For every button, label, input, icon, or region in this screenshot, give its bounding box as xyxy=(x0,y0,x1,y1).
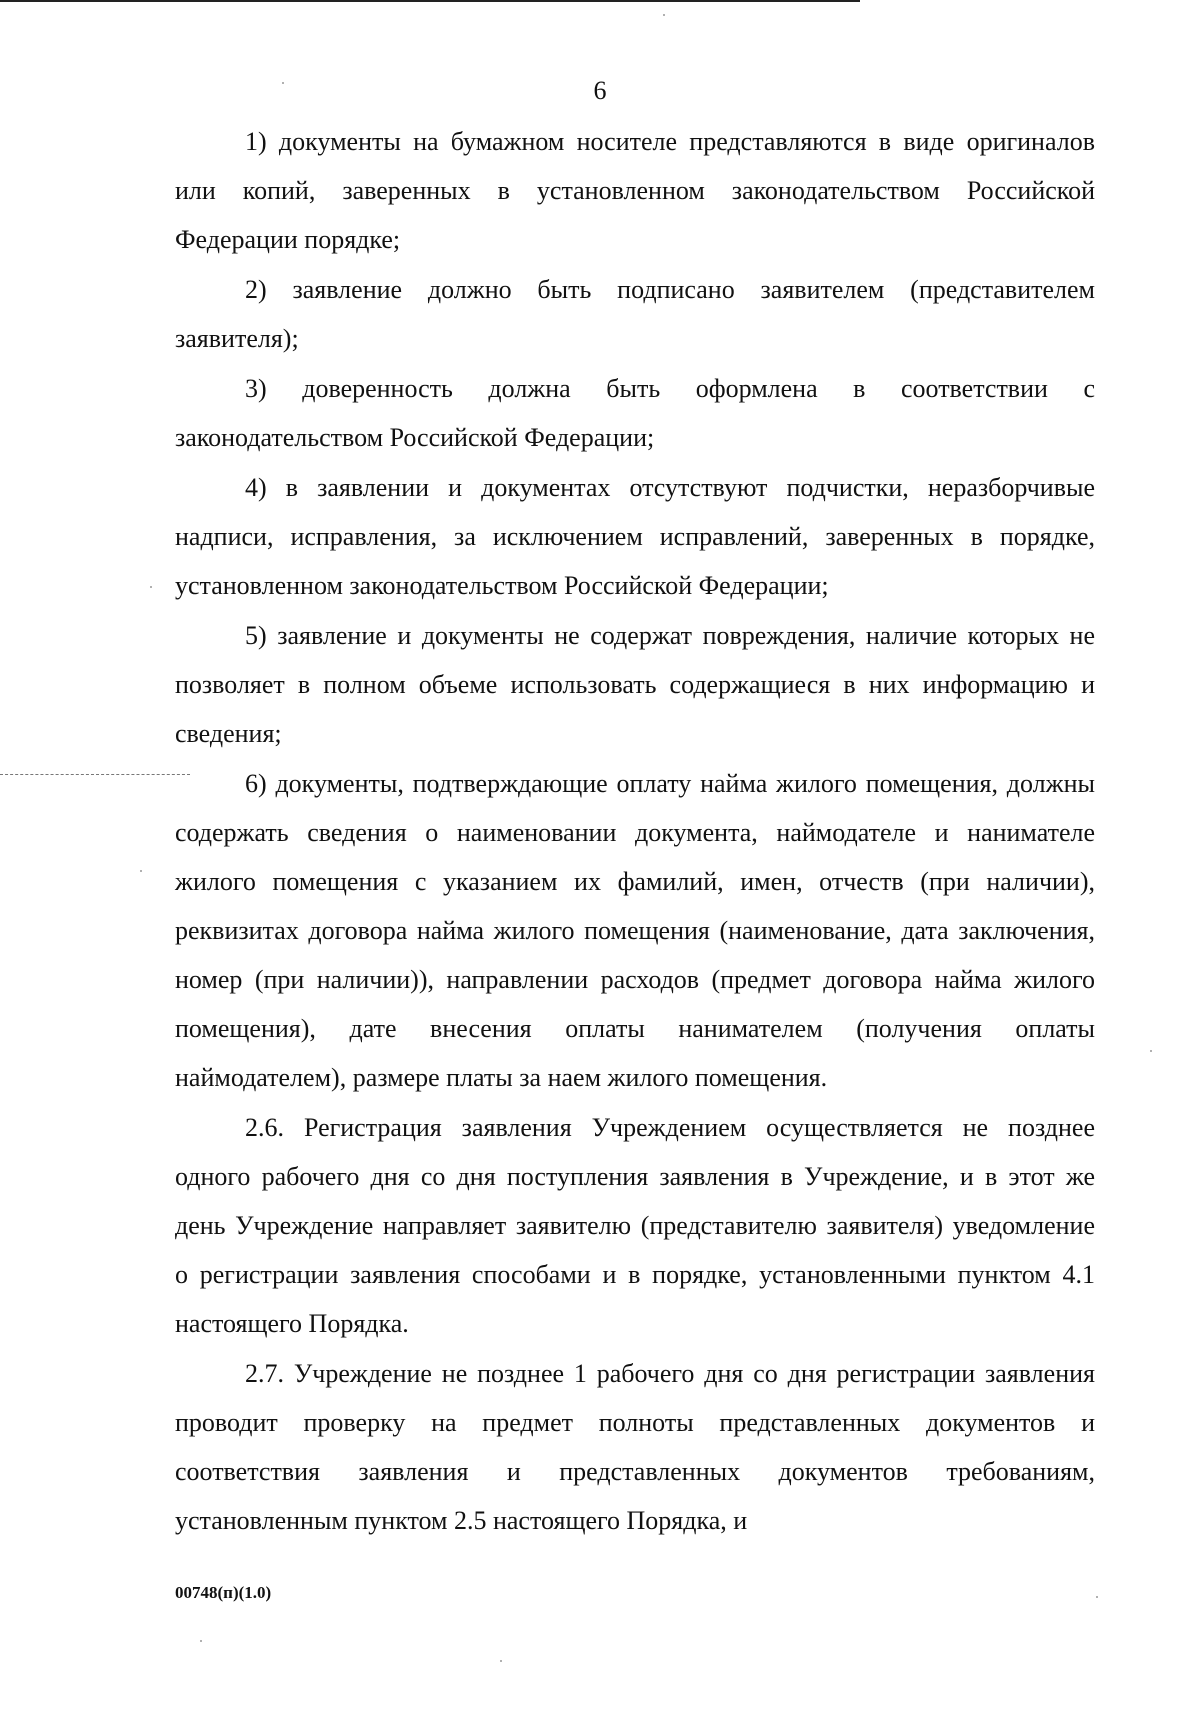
page-number: 6 xyxy=(593,76,607,105)
scan-artifact-dashes xyxy=(0,774,190,775)
scan-speck xyxy=(140,870,142,872)
paragraph-item-3: 3) доверенность должна быть оформлена в соответствии с законодательством Российской Федерации; xyxy=(175,374,1095,452)
paragraph-2-6: 2.6. Регистрация заявления Учреждением осуществляется не позднее одного рабочего дня со дня поступления заявления в Учреждение, и в этот же день Учреждение направляет заявителю (представителю заявителя) уведомление о регистрации заявления способами и в порядке, установленными пунктом 4.1 настоящего Порядка. xyxy=(175,1113,1095,1338)
scan-speck xyxy=(150,586,152,588)
scan-speck xyxy=(663,14,665,16)
scan-speck xyxy=(200,1640,202,1642)
scan-speck xyxy=(1150,1050,1152,1052)
document-code: 00748(п)(1.0) xyxy=(175,1583,272,1602)
scan-speck xyxy=(500,1660,502,1662)
paragraph-item-1: 1) документы на бумажном носителе представляются в виде оригиналов или копий, заверенных в установленном законодательством Российской Федерации порядке; xyxy=(175,127,1095,254)
scan-speck xyxy=(1096,1596,1098,1598)
paragraph-item-6: 6) документы, подтверждающие оплату найма жилого помещения, должны содержать сведения о наименовании документа, наймодателе и нанимателе жилого помещения с указанием их фамилий, имен, отчеств (при наличии), реквизитах договора найма жилого помещения (наименование, дата заключения, номер (при наличии)), направлении расходов (предмет договора найма жилого помещения), дате внесения оплаты нанимателем (получения оплаты наймодателем), размере платы за наем жилого помещения. xyxy=(175,769,1095,1092)
paragraph-item-4: 4) в заявлении и документах отсутствуют подчистки, неразборчивые надписи, исправления, за исключением исправлений, заверенных в порядке, установленном законодательством Российской Федерации; xyxy=(175,473,1095,600)
paragraph-2-7: 2.7. Учреждение не позднее 1 рабочего дня со дня регистрации заявления проводит проверку на предмет полноты представленных документов и соответствия заявления и представленных документов требованиям, установленным пунктом 2.5 настоящего Порядка, и xyxy=(175,1359,1095,1535)
scan-edge-line xyxy=(0,0,860,2)
document-body xyxy=(175,117,1095,1546)
paragraph-item-2: 2) заявление должно быть подписано заявителем (представителем заявителя); xyxy=(175,275,1095,353)
paragraph-item-5: 5) заявление и документы не содержат повреждения, наличие которых не позволяет в полном объеме использовать содержащиеся в них информацию и сведения; xyxy=(175,621,1095,748)
